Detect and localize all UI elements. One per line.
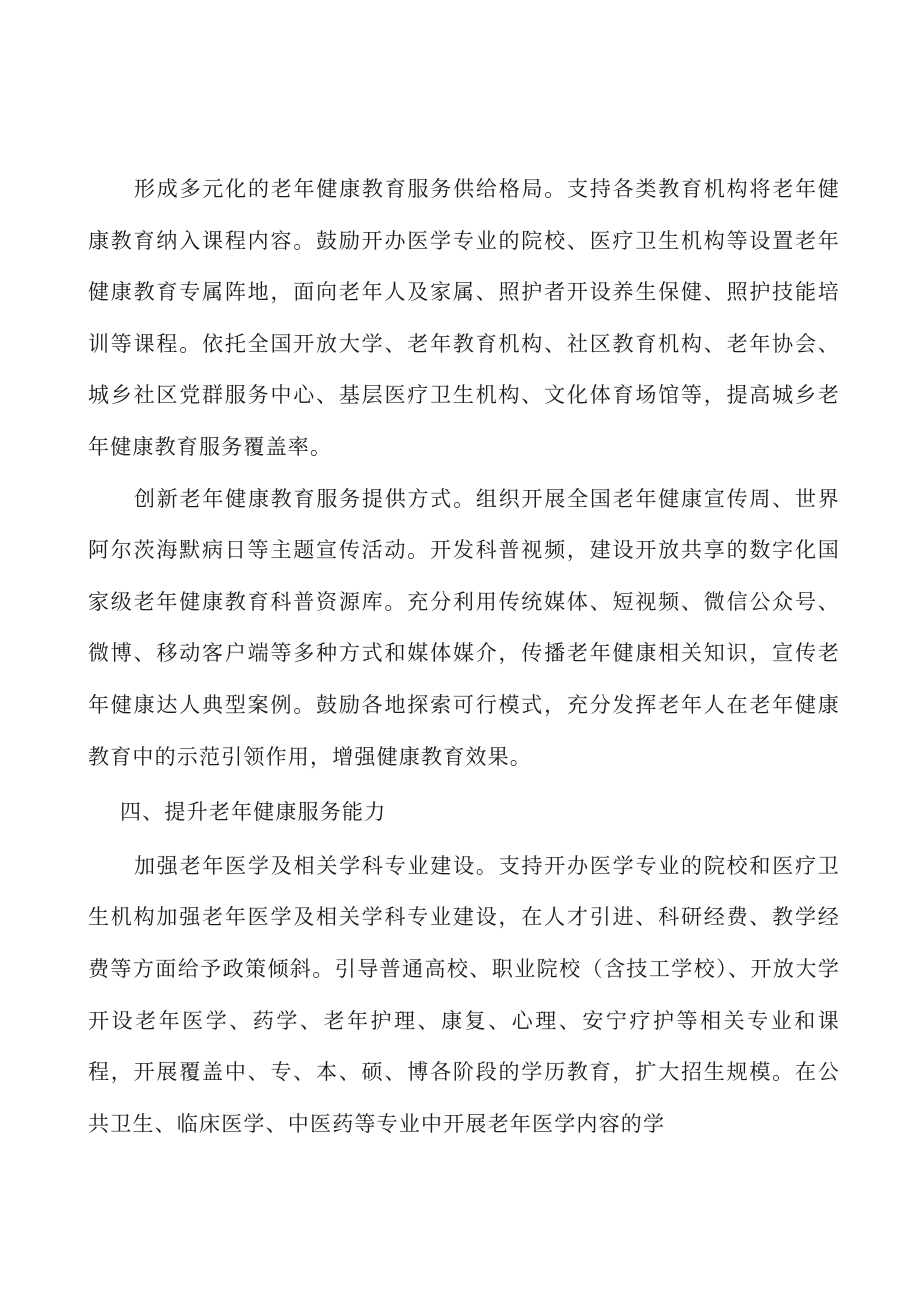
section-heading: 四、提升老年健康服务能力	[120, 800, 387, 825]
paragraph-health-education-methods: 创新老年健康教育服务提供方式。组织开展全国老年健康宣传周、世界阿尔茨海默病日等主题宣传活动。开发科普视频，建设开放共享的数字化国家级老年健康教育科普资源库。充分利用传统媒体、短视频、微信公众号、微博、移动客户端等多种方式和媒体媒介，传播老年健康相关知识，宣传老年健康达人典型案例。鼓励各地探索可行模式，充分发挥老年人在老年健康教育中的示范引领作用，增强健康教育效果。	[88, 486, 840, 769]
paragraph-geriatric-discipline: 加强老年医学及相关学科专业建设。支持开办医学专业的院校和医疗卫生机构加强老年医学及相关学科专业建设，在人才引进、科研经费、教学经费等方面给予政策倾斜。引导普通高校、职业院校（含技工学校）、开放大学开设老年医学、药学、老年护理、康复、心理、安宁疗护等相关专业和课程，开展覆盖中、专、本、硕、博各阶段的学历教育，扩大招生规模。在公共卫生、临床医学、中医药等专业中开展老年医学内容的学	[88, 853, 840, 1136]
document-body	[88, 164, 840, 1150]
paragraph-health-education-supply: 形成多元化的老年健康教育服务供给格局。支持各类教育机构将老年健康教育纳入课程内容。鼓励开办医学专业的院校、医疗卫生机构等设置老年健康教育专属阵地，面向老年人及家属、照护者开设养生保健、照护技能培训等课程。依托全国开放大学、老年教育机构、社区教育机构、老年协会、城乡社区党群服务中心、基层医疗卫生机构、文化体育场馆等，提高城乡老年健康教育服务覆盖率。	[88, 177, 840, 459]
